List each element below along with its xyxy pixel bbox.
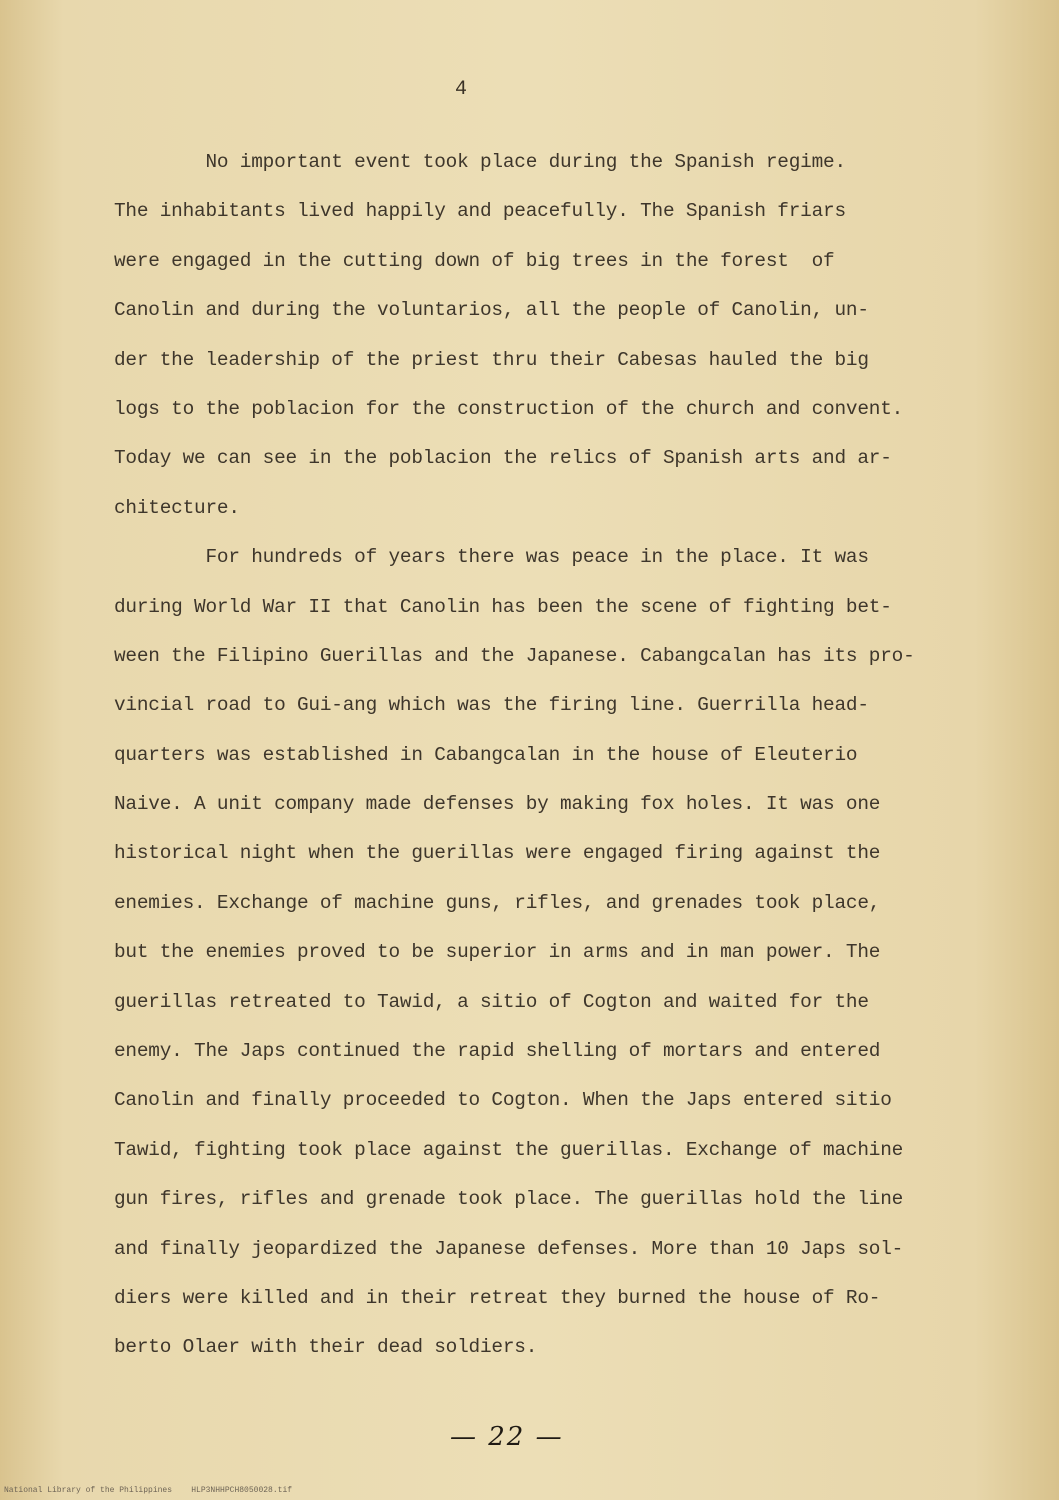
text-line: logs to the poblacion for the construction of the church and convent. bbox=[114, 397, 904, 420]
text-line: historical night when the guerillas were engaged firing against the bbox=[114, 842, 881, 865]
text-line: diers were killed and in their retreat they burned the house of Ro- bbox=[114, 1286, 881, 1309]
text-line: Today we can see in the poblacion the relics of Spanish arts and ar- bbox=[114, 447, 892, 470]
text-line: but the enemies proved to be superior in arms and in man power. The bbox=[114, 941, 881, 964]
body-text bbox=[114, 138, 994, 1373]
text-line: enemy. The Japs continued the rapid shelling of mortars and entered bbox=[114, 1040, 881, 1063]
text-line: quarters was established in Cabangcalan in the house of Eleuterio bbox=[114, 743, 858, 766]
text-line: berto Olaer with their dead soldiers. bbox=[114, 1336, 538, 1359]
text-line: No important event took place during the Spanish regime. bbox=[114, 151, 846, 173]
text-line: Naive. A unit company made defenses by making fox holes. It was one bbox=[114, 793, 881, 816]
text-line: enemies. Exchange of machine guns, rifles, and grenades took place, bbox=[114, 891, 881, 914]
text-line: Canolin and during the voluntarios, all the people of Canolin, un- bbox=[114, 299, 869, 322]
archive-stamp: National Library of the Philippines HLP3NHHPCH8050028.tif bbox=[4, 1486, 293, 1495]
text-line: The inhabitants lived happily and peacefully. The Spanish friars bbox=[114, 200, 846, 223]
text-line: Canolin and finally proceeded to Cogton. When the Japs entered sitio bbox=[114, 1089, 892, 1112]
text-line: and finally jeopardized the Japanese defenses. More than 10 Japs sol- bbox=[114, 1237, 904, 1260]
text-line: vincial road to Gui-ang which was the firing line. Guerrilla head- bbox=[114, 694, 869, 717]
text-line: guerillas retreated to Tawid, a sitio of Cogton and waited for the bbox=[114, 990, 869, 1013]
text-line: during World War II that Canolin has been the scene of fighting bet- bbox=[114, 595, 892, 618]
text-line: chitecture. bbox=[114, 496, 240, 519]
text-line: were engaged in the cutting down of big trees in the forest of bbox=[114, 249, 835, 272]
text-line: gun fires, rifles and grenade took place. The guerillas hold the line bbox=[114, 1188, 904, 1211]
handwritten-page-number: — 22 — bbox=[450, 1422, 564, 1452]
text-line: Tawid, fighting took place against the guerillas. Exchange of machine bbox=[114, 1138, 904, 1161]
text-line: For hundreds of years there was peace in the place. It was bbox=[114, 546, 869, 569]
text-line: ween the Filipino Guerillas and the Japanese. Cabangcalan has its pro- bbox=[114, 644, 915, 667]
text-line: der the leadership of the priest thru their Cabesas hauled the big bbox=[114, 348, 869, 371]
page-number: 4 bbox=[455, 78, 468, 101]
